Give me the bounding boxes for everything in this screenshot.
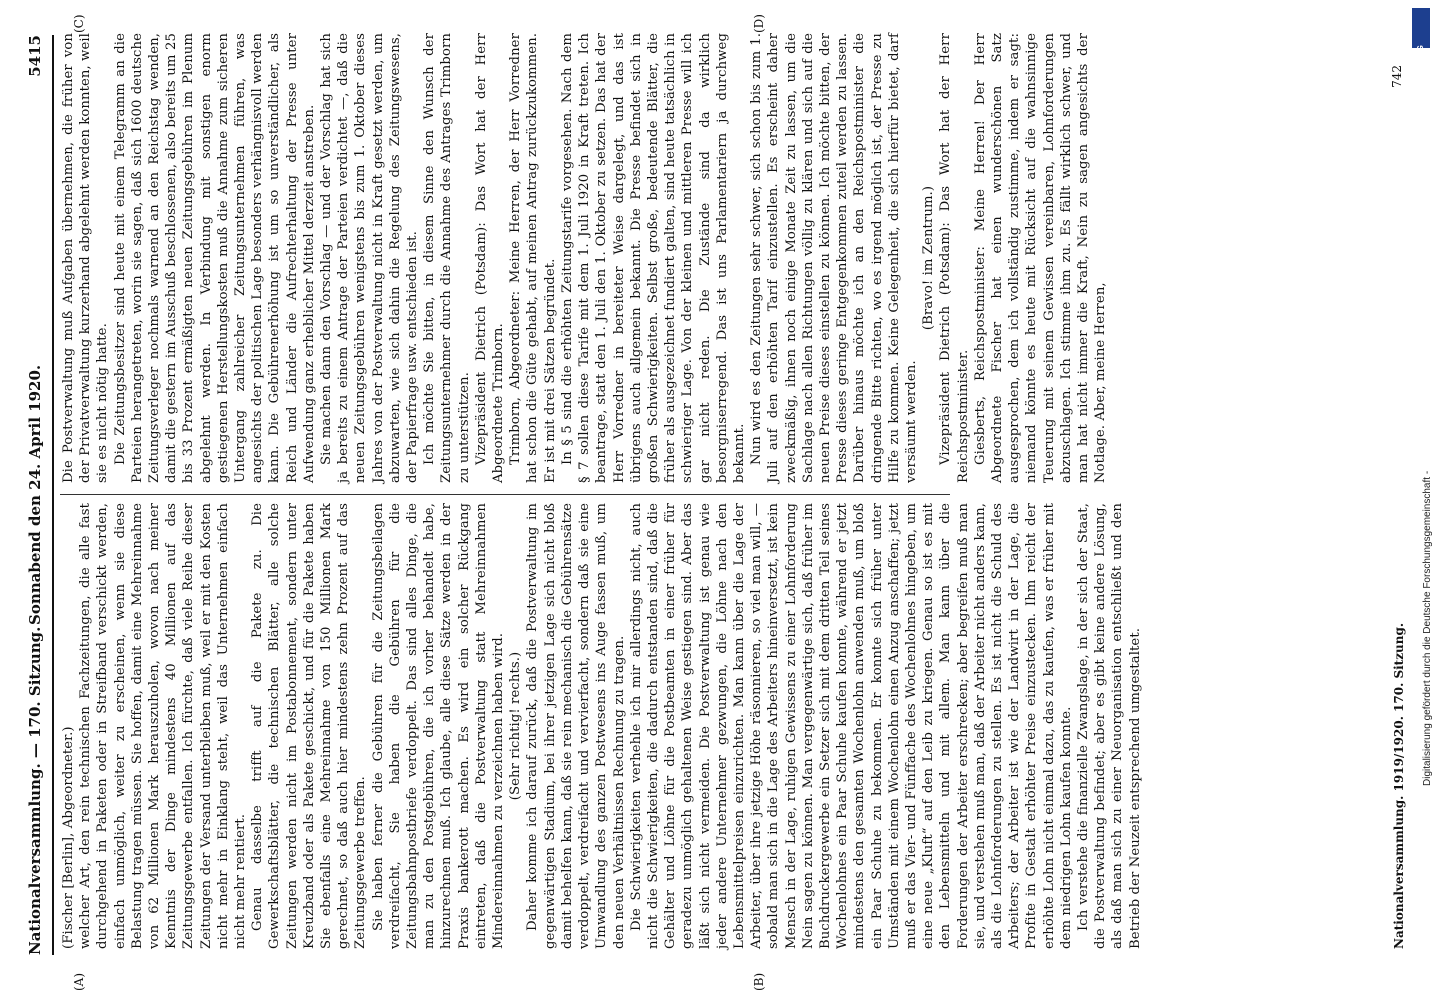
digitization-note	[1408, 6, 1433, 996]
page-header	[20, 35, 56, 955]
page-number: 5415	[26, 35, 44, 77]
paragraph: Sie haben ferner die Gebühren für die Zeitungsbeilagen verdreifacht, Sie haben die Gebühren für die Zeitungsbahnpostbriefe verdoppelt. Das sind alles Dinge, die man zu den Postgebühren, die ich vorher behandelt habe, hinzurechnen muß. Ich glaube, alle diese Sätze werden in der Praxis bankerott machen. Es wird ein solcher Rückgang eintreten, daß die Postverwaltung statt Mehreinnahmen Mindereinnahmen zu verzeichnen haben wird.	[370, 503, 507, 949]
paragraph: Giesberts, Reichspostminister: Meine Herren! Der Herr Abgeordnete Fischer hat einen wunderschönen Satz ausgesprochen, dem ich vollständig zustimme, indem er sagt: niemand könnte es heute mit Rücksicht auf die wahnsinnige Teuerung mit seinem Gewissen vereinbaren, Lohnforderungen abzuschlagen. Ich stimme ihm zu. Es fällt wirklich schwer, und man hat nicht immer die Kraft, Nein zu sagen angesichts der Notlage. Aber, meine Herren,	[972, 33, 1109, 483]
column-divider	[60, 494, 950, 495]
margin-letter-b: (B)	[752, 972, 766, 991]
digitization-text: Digitalisierung gefördert durch die Deutsche Forschungsgemeinschaft -	[1422, 470, 1433, 786]
catchword: 742	[1390, 65, 1404, 88]
column-left	[60, 503, 1143, 949]
column-right	[60, 33, 1109, 483]
interjection: (Bravo! im Zentrum.)	[921, 185, 937, 331]
paragraph: Ich verstehe die finanzielle Zwangslage, in der sich der Staat, die Postverwaltung befindet; aber es gibt keine andere Lösung, als daß man sich zu einer Neuorganisation entschließt und den Betrieb der Neuzeit entsprechend umgestaltet.	[1075, 503, 1143, 949]
speaker-intro: Vizepräsident Dietrich (Potsdam): Das Wort hat der Herr Abgeordnete Trimborn.	[473, 33, 507, 483]
paragraph: Nun wird es den Zeitungen sehr schwer, sich schon bis zum 1. Juli auf den erhöhten Tarif einzustellen. Es erscheint daher zweckmäßig, ihnen noch einige Monate Zeit zu lassen, um die Sachlage nach allen Richtungen völlig zu klären und sich auf die neuen Preise dieses einstellen zu können. Ich möchte bitten, der Presse dieses geringe Entgegenkommen zuteil werden zu lassen. Darüber hinaus möchte ich an den Reichspostminister die dringende Bitte richten, wo es irgend möglich ist, der Presse zu Hilfe zu kommen. Keine Gelegenheit, die sich hierfür bietet, darf versäumt werden.	[749, 33, 919, 483]
paragraph: Sie machen dann den Vorschlag — und der Vorschlag hat sich ja bereits zu einem Antrage der Parteien verdichtet —, daß die neuen Zeitungsgebühren wenigstens bis zum 1. Oktober dieses Jahres von der Postverwaltung nicht in Kraft gesetzt werden, um abzuwarten, wie sich dahin die Regelung des Zeitungswesens, der Papierfrage usw. entschieden ist.	[319, 33, 421, 483]
margin-letter-c: (C)	[72, 14, 86, 33]
header-rule	[52, 35, 54, 955]
margin-letter-a: (A)	[72, 972, 86, 991]
interjection: (Sehr richtig! rechts.)	[508, 651, 524, 801]
paragraph: Ich möchte Sie bitten, in diesem Sinne den Wunsch der Zeitungsunternehmer durch die Annahme des Antrages Trimborn zu unterstützen.	[422, 33, 472, 483]
rotated-page-content	[12, 5, 1412, 995]
paragraph: Trimborn, Abgeordneter: Meine Herren, der Herr Vorredner hat schon die Güte gehabt, auf meinen Antrag zurückzukommen. Er ist mit drei Sätzen begründet.	[508, 33, 558, 483]
page-footer: Nationalversammlung. 1919/1920. 170. Sitzung.	[1392, 622, 1406, 949]
margin-letter-d: (D)	[752, 14, 766, 33]
paragraph: Die Postverwaltung muß Aufgaben übernehmen, die früher von der Privatverwaltung kurzerhand abgelehnt werden konnten, weil sie es nicht nötig hatte.	[61, 33, 111, 483]
dfg-logo-icon	[1412, 8, 1430, 62]
paragraph: Die Zeitungsbesitzer sind heute mit einem Telegramm an die Parteien herangetreten, worin sie sagen, daß sich 1600 deutsche Zeitungsverleger nochmals warnend an den Reichstag wenden, damit die gestern im Ausschuß beschlossenen, also bereits um 25 bis 33 Prozent ermäßigten neuen Zeitungsgebühren im Plenum abgelehnt werden. In Verbindung mit sonstigen enorm gestiegenen Herstellungskosten muß die Annahme zum sicheren Untergang zahlreicher Zeitungsunternehmen führen, was angesichts der politischen Lage besonders verhängnisvoll werden kann. Die Gebührenerhöhung ist um so unverständlicher, als Reich und Länder die Aufrechterhaltung der Presse unter Aufwendung ganz erheblicher Mittel derzeit anstreben.	[112, 33, 317, 483]
paragraph: In § 5 sind die erhöhten Zeitungstarife vorgesehen. Nach dem § 7 sollen diese Tarife mit dem 1. Juli 1920 in Kraft treten. Ich beantrage, statt den 1. Juli den 1. Oktober zu setzen. Das hat der Herr Vorredner in bereiteter Weise dargelegt, und das ist übrigens auch allgemein bekannt. Die Presse befindet sich in großen Schwierigkeiten. Selbst große, bedeutende Blätter, die früher als ausgezeichnet fundiert galten, sind heute tatsächlich in schwieriger Lage. Von der kleinen und mittleren Presse will ich gar nicht reden. Die Zustände sind da wirklich besorgniserregend. Das ist uns Parlamentariern ja durchweg bekannt.	[559, 33, 747, 483]
paragraph: welcher Art, den rein technischen Fachzeitungen, die alle fast durchgehend in Paketen oder in Streifband verschickt werden, einfach unmöglich, weiter zu erscheinen, wenn sie diese Belastung tragen müssen. Sie hoffen, damit eine Mehreinnahme von 62 Millionen Mark herauszuholen, wovon nach meiner Kenntnis der Dinge mindestens 40 Millionen auf das Zeitungsgewerbe entfallen. Ich fürchte, daß viele Reihe dieser Zeitungen der Versand unterbleiben muß, weil er mit den Kosten nicht mehr in Einklang steht, weil das Unternehmen einfach nicht mehr rentiert.	[78, 503, 249, 949]
header-left: Nationalversammlung. — 170. Sitzung.	[26, 626, 44, 955]
speaker-intro: Vizepräsident Dietrich (Potsdam): Das Wort hat der Herr Reichspostminister.	[938, 33, 971, 483]
paragraph: Genau dasselbe trifft auf die Pakete zu. Die Gewerkschaftsblätter, die technischen Blätter, alle solche Zeitungen werden nicht im Postabonnement, sondern unter Kreuzband oder als Pakete geschickt, und für die Pakete haben Sie ebenfalls eine Mehreinnahme von 150 Millionen Mark gerechnet, so daß auch hier mindestens zehn Prozent auf das Zeitungsgewerbe treffen.	[250, 503, 369, 949]
paragraph: Daher komme ich darauf zurück, daß die Postverwaltung im gegenwärtigen Stadium, bei ihrer jetzigen Lage sich nicht bloß damit behelfen kann, daß sie rein mechanisch die Gebührensätze verdoppelt, verdreifacht und vervierfacht, sondern daß sie eine Umwandlung des ganzen Postwesens ins Auge fassen muß, um den neuen Verhältnissen Rechnung zu tragen.	[525, 503, 627, 949]
speaker-tag: (Fischer [Berlin], Abgeordneter.)	[61, 726, 76, 949]
dfg-logo-text: DFG	[1416, 45, 1425, 62]
header-date: Sonnabend den 24. April 1920.	[26, 364, 44, 625]
paragraph: Die Schwierigkeiten verhehle ich mir allerdings nicht, auch nicht die Schwierigkeiten, die dadurch entstanden sind, daß die Gehälter und Löhne für die Postbeamten in einer früher für geradezu unmöglich gehaltenen Weise gestiegen sind. Aber das läßt sich nicht vermeiden. Die Postverwaltung ist genau wie jeder andere Unternehmer gezwungen, die Löhne nach den Lebensmittelpreisen einzurichten. Man kann über die Lage der Arbeiter, über ihre jetzige Höhe räsonnieren, so viel man will, — sobald man sich in die Lage des Arbeiters hineinversetzt, ist kein Mensch in der Lage, ruhigen Gewissens zu einer Lohnforderung Nein sagen zu können. Man vergegenwärtige sich, daß früher im Buchdruckergewerbe ein Setzer sich mit dem dritten Teil seines Wochenlohnes ein Paar Schuhe kaufen konnte, während er jetzt mindestens den gesamten Wochenlohn anwenden muß, um bloß ein Paar Schuhe zu bekommen. Er konnte sich früher unter Umständen mit einem Wochenlohn einen Anzug anschaffen; jetzt muß er das Vier- und Fünffache des Wochenlohnes hingeben, um eine neue „Kluft“ auf den Leib zu kriegen. Genau so ist es mit den Lebensmitteln und mit allem. Man kann über die Forderungen der Arbeiter erschrecken; aber begreifen muß man sie, und verstehen muß man, daß der Arbeiter nicht anders kann, als die Lohnforderungen zu stellen. Es ist nicht die Schuld des Arbeiters; der Arbeiter ist wie der Landwirt in der Lage, die Profite in Gestalt erhöhter Preise einzustecken. Ihm reicht der erhöhte Lohn nicht einmal dazu, das zu kaufen, was er früher mit dem niedrigen Lohn kaufen konnte.	[628, 503, 1074, 949]
